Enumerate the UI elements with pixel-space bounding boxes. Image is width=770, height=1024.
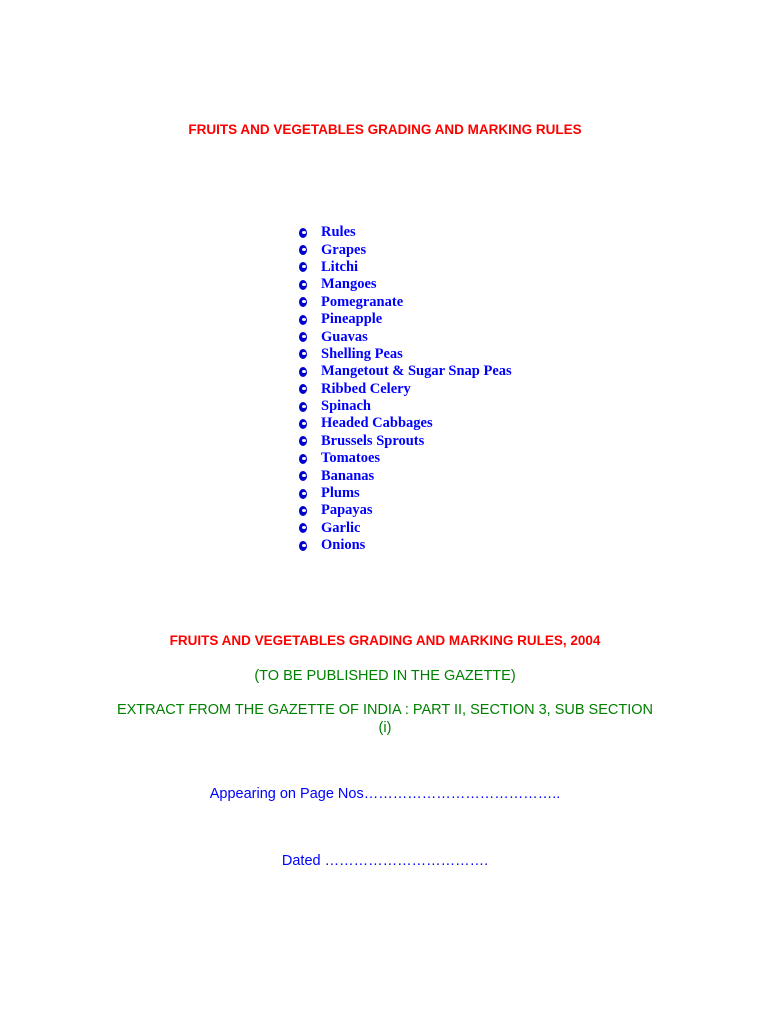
table-of-contents [299,224,512,554]
toc-link[interactable]: Headed Cabbages [321,415,433,432]
toc-link[interactable]: Brussels Sprouts [321,432,425,449]
bullet-icon [299,436,307,446]
toc-item[interactable] [299,433,512,450]
dated-line: Dated ……………………………. [281,853,489,869]
toc-link[interactable]: Litchi [321,258,359,275]
bullet-icon [299,245,307,255]
bullet-icon [299,228,307,238]
bullet-icon [299,384,307,394]
bullet-icon [299,402,307,412]
toc-link[interactable]: Grapes [321,241,367,258]
toc-link[interactable]: Tomatoes [321,450,381,467]
toc-link[interactable]: Plums [321,485,360,502]
gazette-extract-subsection: (i) [378,720,392,736]
bullet-icon [299,315,307,325]
toc-item[interactable] [299,467,512,484]
toc-item[interactable] [299,294,512,311]
toc-item[interactable] [299,241,512,258]
toc-link[interactable]: Guavas [321,328,368,345]
page-numbers-line: Appearing on Page Nos………………………………….. [209,786,561,802]
toc-link[interactable]: Pomegranate [321,293,404,310]
gazette-note: (TO BE PUBLISHED IN THE GAZETTE) [254,668,516,684]
toc-item[interactable] [299,224,512,241]
toc-item[interactable] [299,276,512,293]
bullet-icon [299,506,307,516]
toc-item[interactable] [299,381,512,398]
toc-item[interactable] [299,398,512,415]
toc-item[interactable] [299,485,512,502]
bullet-icon [299,541,307,551]
toc-item[interactable] [299,537,512,554]
bullet-icon [299,349,307,359]
bullet-icon [299,454,307,464]
toc-link[interactable]: Ribbed Celery [321,380,411,397]
bullet-icon [299,489,307,499]
toc-link[interactable]: Pineapple [321,311,383,328]
toc-link[interactable]: Garlic [321,519,361,536]
bullet-icon [299,523,307,533]
toc-item[interactable] [299,311,512,328]
document-title: FRUITS AND VEGETABLES GRADING AND MARKING RULES [188,122,582,137]
bullet-icon [299,471,307,481]
toc-link[interactable]: Onions [321,537,366,554]
toc-item[interactable] [299,520,512,537]
bullet-icon [299,280,307,290]
toc-link[interactable]: Mangoes [321,276,377,293]
toc-link[interactable]: Rules [321,224,356,241]
toc-link[interactable]: Mangetout & Sugar Snap Peas [321,363,512,380]
toc-item[interactable] [299,363,512,380]
toc-item[interactable] [299,328,512,345]
toc-item[interactable] [299,415,512,432]
gazette-extract-line: EXTRACT FROM THE GAZETTE OF INDIA : PART II, SECTION 3, SUB SECTION [116,702,654,718]
toc-link[interactable]: Papayas [321,502,373,519]
bullet-icon [299,297,307,307]
toc-item[interactable] [299,259,512,276]
toc-item[interactable] [299,346,512,363]
rules-heading: FRUITS AND VEGETABLES GRADING AND MARKING RULES, 2004 [169,633,601,648]
bullet-icon [299,367,307,377]
toc-link[interactable]: Bananas [321,467,375,484]
bullet-icon [299,332,307,342]
bullet-icon [299,419,307,429]
bullet-icon [299,262,307,272]
toc-item[interactable] [299,502,512,519]
toc-link[interactable]: Shelling Peas [321,345,403,362]
toc-item[interactable] [299,450,512,467]
toc-link[interactable]: Spinach [321,398,371,415]
